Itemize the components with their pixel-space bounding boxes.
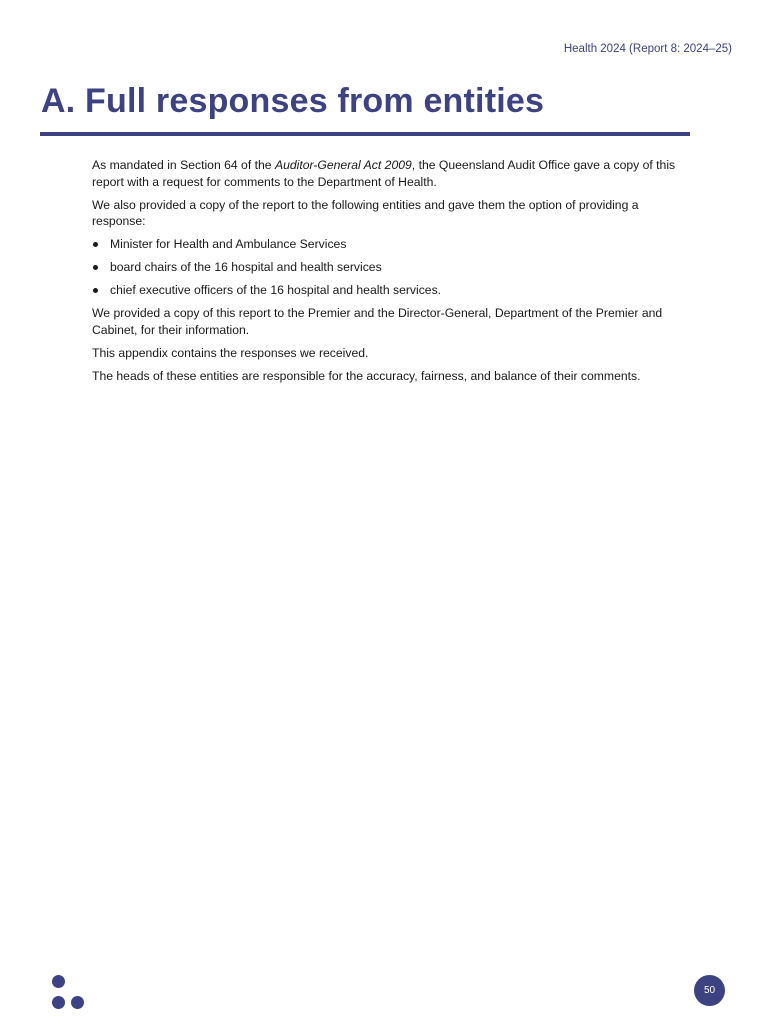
dot-icon: [52, 996, 65, 1009]
decorative-dots-icon: [50, 975, 90, 1011]
running-header: Health 2024 (Report 8: 2024–25): [563, 43, 732, 55]
entities-list: [92, 236, 682, 299]
list-item-text: Minister for Health and Ambulance Services: [110, 237, 347, 251]
list-item-text: chief executive officers of the 16 hospital and health services.: [110, 283, 442, 297]
page-number-badge: 50: [694, 975, 725, 1006]
appendix-paragraph: This appendix contains the responses we received.: [92, 345, 369, 360]
responsibility-paragraph: The heads of these entities are responsible for the accuracy, fairness, and balance of their comments.: [92, 368, 641, 383]
bullet-icon: [93, 265, 98, 270]
dot-icon: [71, 996, 84, 1009]
entities-paragraph: We also provided a copy of the report to the following entities and gave them the option of providing a response:: [92, 197, 639, 228]
bullet-icon: [93, 288, 98, 293]
intro-text-start: As mandated in Section 64 of the: [92, 158, 275, 172]
dot-icon: [52, 975, 65, 988]
body-content: [92, 157, 682, 391]
title-divider: [40, 132, 690, 136]
act-name: Auditor-General Act 2009: [274, 158, 412, 172]
bullet-icon: [93, 242, 98, 247]
information-paragraph: We provided a copy of this report to the Premier and the Director-General, Department of the Premier and Cabinet, for their information.: [92, 306, 663, 337]
page-title: A. Full responses from entities: [41, 82, 545, 120]
list-item: [92, 236, 682, 253]
intro-paragraph: [92, 157, 682, 190]
list-item-text: board chairs of the 16 hospital and health services: [110, 260, 382, 274]
list-item: [92, 259, 682, 276]
intro-text-end: , the Queensland Audit Office gave a copy of this report with a request for comments to the Department of Health.: [92, 158, 676, 189]
list-item: [92, 282, 682, 299]
